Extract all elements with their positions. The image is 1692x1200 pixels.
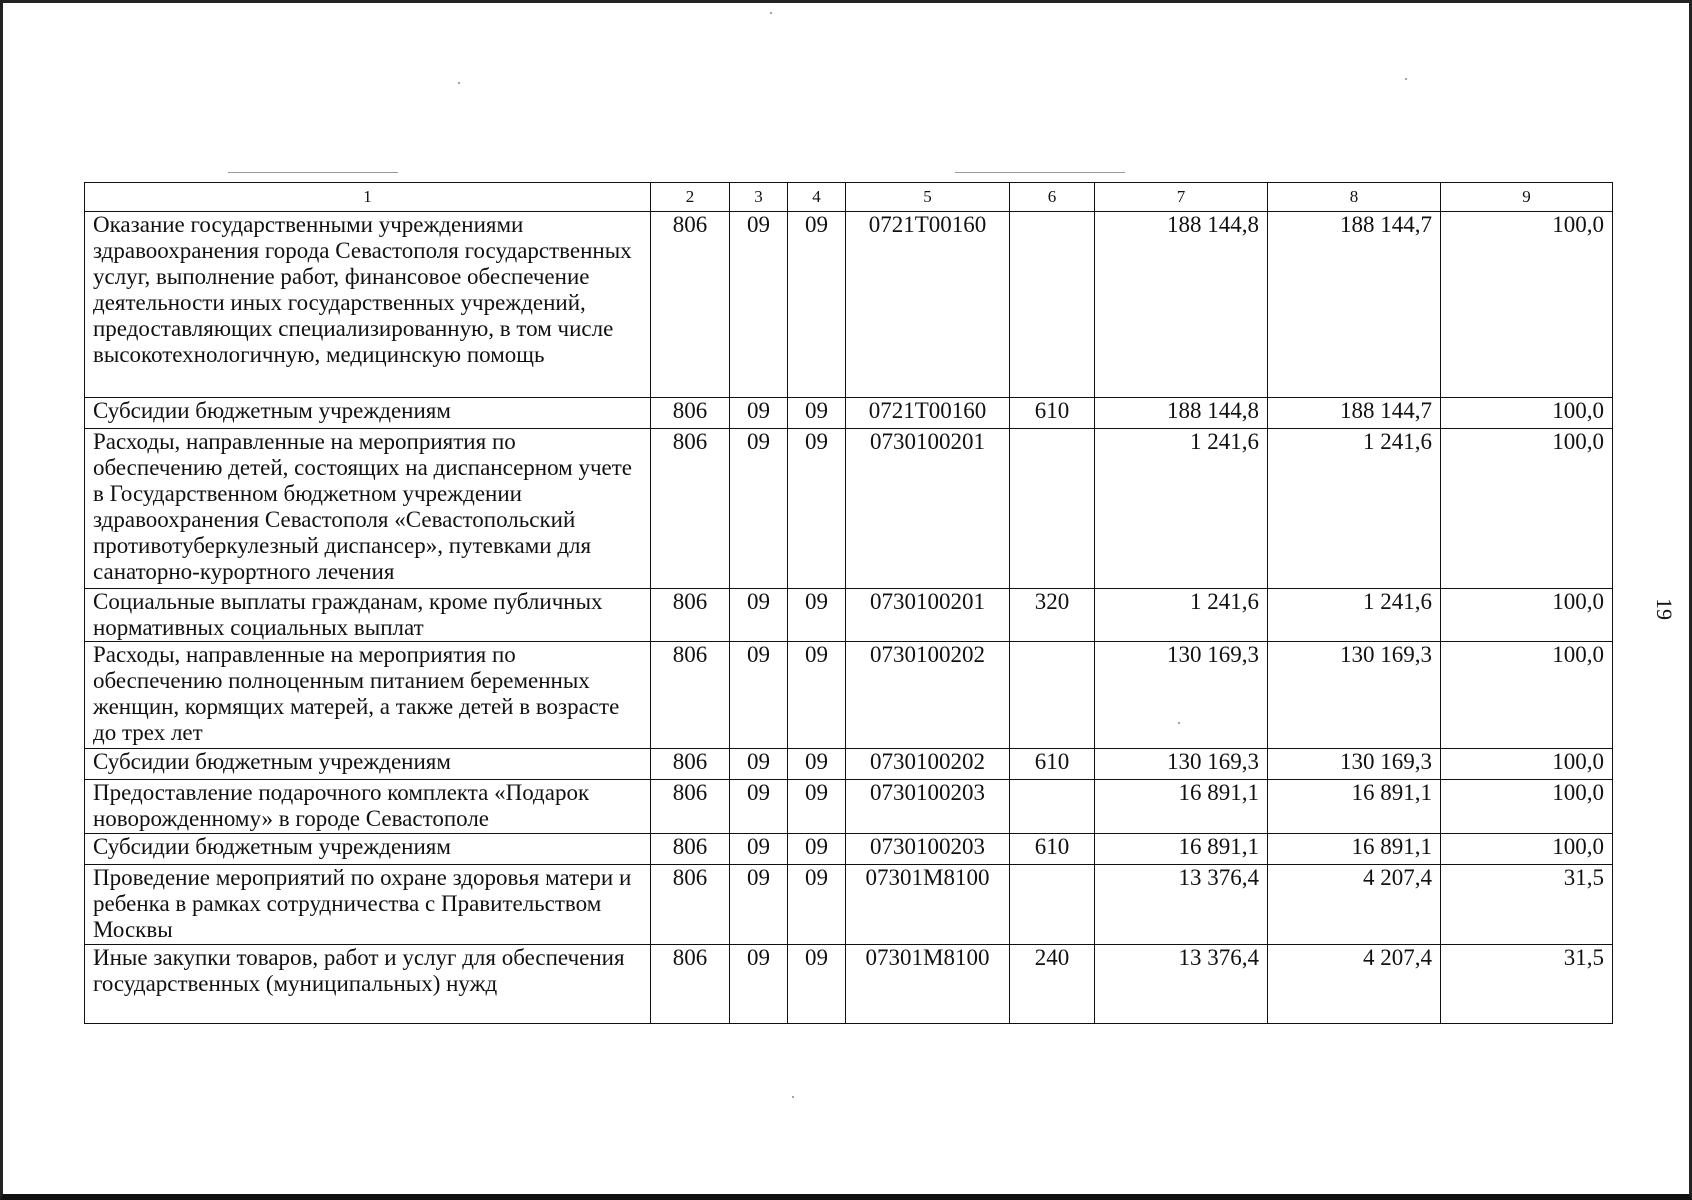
subsection-code: 09 xyxy=(788,642,846,749)
section-code: 09 xyxy=(730,780,788,834)
executed-amount: 130 169,3 xyxy=(1268,642,1441,749)
column-number: 6 xyxy=(1010,183,1095,212)
expense-type-code: 240 xyxy=(1010,945,1095,1024)
subsection-code: 09 xyxy=(788,945,846,1024)
execution-percent: 100,0 xyxy=(1441,834,1613,865)
executed-amount: 16 891,1 xyxy=(1268,780,1441,834)
planned-amount: 16 891,1 xyxy=(1095,780,1268,834)
planned-amount: 1 241,6 xyxy=(1095,589,1268,642)
executed-amount: 188 144,7 xyxy=(1268,212,1441,398)
section-code: 09 xyxy=(730,429,788,589)
expense-type-code: 320 xyxy=(1010,589,1095,642)
planned-amount: 13 376,4 xyxy=(1095,865,1268,945)
expense-type-code xyxy=(1010,212,1095,398)
expense-name: Оказание государственными учреждениями здравоохранения города Севастополя государственных услуг, выполнение работ, финансовое обеспечение деятельности иных государственных учреждений, предоставляющих специализированную, в том числе высокотехнологичную, медицинскую помощь xyxy=(85,212,651,398)
planned-amount: 1 241,6 xyxy=(1095,429,1268,589)
page-number: 19 xyxy=(1652,598,1677,620)
target-article-code: 07301М8100 xyxy=(846,865,1010,945)
subsection-code: 09 xyxy=(788,780,846,834)
ministry-code: 806 xyxy=(651,945,730,1024)
section-code: 09 xyxy=(730,398,788,429)
executed-amount: 4 207,4 xyxy=(1268,945,1441,1024)
section-code: 09 xyxy=(730,642,788,749)
table-row xyxy=(85,865,1613,945)
target-article-code: 0730100201 xyxy=(846,429,1010,589)
execution-percent: 100,0 xyxy=(1441,429,1613,589)
subsection-code: 09 xyxy=(788,834,846,865)
expense-type-code: 610 xyxy=(1010,749,1095,780)
table-row xyxy=(85,642,1613,749)
execution-percent: 31,5 xyxy=(1441,945,1613,1024)
section-code: 09 xyxy=(730,212,788,398)
expense-type-code: 610 xyxy=(1010,834,1095,865)
subsection-code: 09 xyxy=(788,398,846,429)
table-row xyxy=(85,398,1613,429)
expense-type-code xyxy=(1010,780,1095,834)
execution-percent: 100,0 xyxy=(1441,212,1613,398)
planned-amount: 188 144,8 xyxy=(1095,398,1268,429)
executed-amount: 130 169,3 xyxy=(1268,749,1441,780)
ministry-code: 806 xyxy=(651,749,730,780)
target-article-code: 0721Т00160 xyxy=(846,212,1010,398)
column-number: 2 xyxy=(651,183,730,212)
column-number: 9 xyxy=(1441,183,1613,212)
executed-amount: 1 241,6 xyxy=(1268,429,1441,589)
expense-name: Субсидии бюджетным учреждениям xyxy=(85,398,651,429)
ministry-code: 806 xyxy=(651,429,730,589)
scan-artifact xyxy=(955,172,1125,173)
column-number-row xyxy=(85,183,1613,212)
section-code: 09 xyxy=(730,945,788,1024)
expense-name: Предоставление подарочного комплекта «Подарок новорожденному» в городе Севастополе xyxy=(85,780,651,834)
scan-artifact xyxy=(792,1096,794,1098)
target-article-code: 0730100203 xyxy=(846,780,1010,834)
ministry-code: 806 xyxy=(651,589,730,642)
expense-name: Расходы, направленные на мероприятия по обеспечению детей, состоящих на диспансерном учете в Государственном бюджетном учреждении здравоохранения Севастополя «Севастопольский противотуберкулезный диспансер», путевками для санаторно-курортного лечения xyxy=(85,429,651,589)
section-code: 09 xyxy=(730,589,788,642)
column-number: 7 xyxy=(1095,183,1268,212)
expense-name: Расходы, направленные на мероприятия по обеспечению полноценным питанием беременных женщин, кормящих матерей, а также детей в возрасте до трех лет xyxy=(85,642,651,749)
section-code: 09 xyxy=(730,749,788,780)
execution-percent: 31,5 xyxy=(1441,865,1613,945)
ministry-code: 806 xyxy=(651,834,730,865)
planned-amount: 16 891,1 xyxy=(1095,834,1268,865)
expense-name: Субсидии бюджетным учреждениям xyxy=(85,834,651,865)
expense-type-code xyxy=(1010,429,1095,589)
table-row xyxy=(85,749,1613,780)
table-row xyxy=(85,780,1613,834)
executed-amount: 1 241,6 xyxy=(1268,589,1441,642)
expense-name: Иные закупки товаров, работ и услуг для обеспечения государственных (муниципальных) нужд xyxy=(85,945,651,1024)
subsection-code: 09 xyxy=(788,212,846,398)
target-article-code: 0730100202 xyxy=(846,642,1010,749)
ministry-code: 806 xyxy=(651,865,730,945)
column-number: 5 xyxy=(846,183,1010,212)
execution-percent: 100,0 xyxy=(1441,749,1613,780)
executed-amount: 16 891,1 xyxy=(1268,834,1441,865)
column-number: 3 xyxy=(730,183,788,212)
subsection-code: 09 xyxy=(788,749,846,780)
table-row xyxy=(85,589,1613,642)
section-code: 09 xyxy=(730,834,788,865)
ministry-code: 806 xyxy=(651,780,730,834)
scan-artifact xyxy=(1405,78,1407,80)
ministry-code: 806 xyxy=(651,398,730,429)
subsection-code: 09 xyxy=(788,589,846,642)
target-article-code: 0730100201 xyxy=(846,589,1010,642)
table-row xyxy=(85,945,1613,1024)
target-article-code: 0730100202 xyxy=(846,749,1010,780)
scan-artifact xyxy=(228,172,398,173)
execution-percent: 100,0 xyxy=(1441,398,1613,429)
expense-name: Субсидии бюджетным учреждениям xyxy=(85,749,651,780)
expense-type-code: 610 xyxy=(1010,398,1095,429)
subsection-code: 09 xyxy=(788,429,846,589)
table-row xyxy=(85,212,1613,398)
table-row xyxy=(85,429,1613,589)
table-row xyxy=(85,834,1613,865)
subsection-code: 09 xyxy=(788,865,846,945)
expense-type-code xyxy=(1010,865,1095,945)
column-number: 1 xyxy=(85,183,651,212)
scan-artifact xyxy=(770,12,772,14)
executed-amount: 188 144,7 xyxy=(1268,398,1441,429)
budget-table xyxy=(84,182,1613,1024)
expense-name: Проведение мероприятий по охране здоровья матери и ребенка в рамках сотрудничества с Правительством Москвы xyxy=(85,865,651,945)
expense-name: Социальные выплаты гражданам, кроме публичных нормативных социальных выплат xyxy=(85,589,651,642)
column-number: 4 xyxy=(788,183,846,212)
planned-amount: 188 144,8 xyxy=(1095,212,1268,398)
ministry-code: 806 xyxy=(651,212,730,398)
target-article-code: 0730100203 xyxy=(846,834,1010,865)
planned-amount: 130 169,3 xyxy=(1095,642,1268,749)
planned-amount: 13 376,4 xyxy=(1095,945,1268,1024)
scan-artifact xyxy=(458,82,460,84)
execution-percent: 100,0 xyxy=(1441,642,1613,749)
section-code: 09 xyxy=(730,865,788,945)
execution-percent: 100,0 xyxy=(1441,780,1613,834)
execution-percent: 100,0 xyxy=(1441,589,1613,642)
target-article-code: 0721Т00160 xyxy=(846,398,1010,429)
target-article-code: 07301М8100 xyxy=(846,945,1010,1024)
ministry-code: 806 xyxy=(651,642,730,749)
expense-type-code xyxy=(1010,642,1095,749)
column-number: 8 xyxy=(1268,183,1441,212)
planned-amount: 130 169,3 xyxy=(1095,749,1268,780)
executed-amount: 4 207,4 xyxy=(1268,865,1441,945)
